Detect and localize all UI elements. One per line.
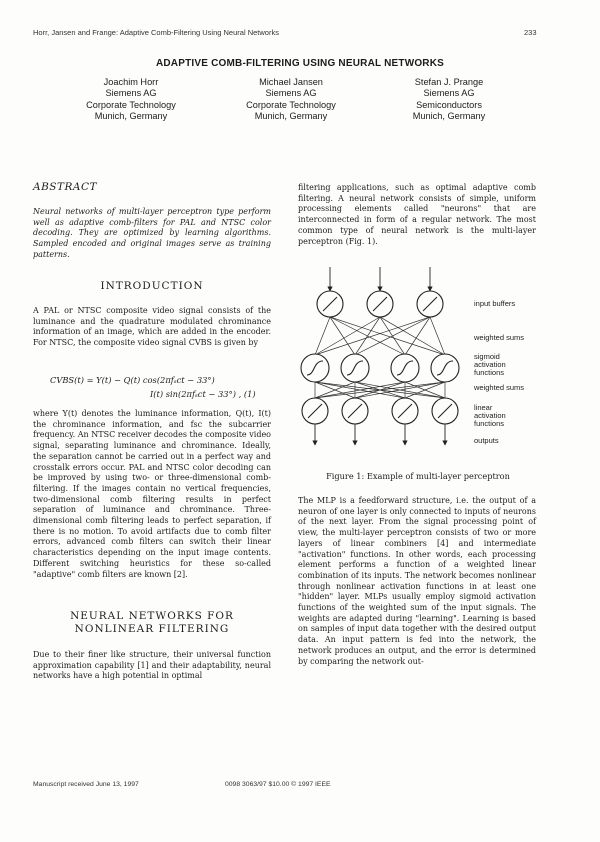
author-block [56,77,206,123]
author-city: Munich, Germany [254,111,328,122]
figure-label: functions [474,419,505,428]
abstract-text: Neural networks of multi-layer perceptron type perform well as adaptive comb-filters for PAL and NTSC color decoding. They are optimized by learning algorithms. Sampled encoded and original images serve as training patterns. [33,207,271,259]
manuscript-received: Manuscript received June 13, 1997 [33,781,139,788]
running-header: Horr, Jansen and Frange: Adaptive Comb-Filtering Using Neural Networks [33,28,279,37]
author-name: Stefan J. Prange [414,77,484,87]
figure-label: functions [474,368,505,377]
author-dept: Corporate Technology [246,99,336,110]
page-number: 233 [524,28,537,37]
connection-lines [315,317,445,398]
equation-line: CVBS(t) = Y(t) − Q(t) cos(2πfₛct − 33°) [50,375,215,385]
input-buffer-neurons [317,291,443,317]
figure-label: activation [474,411,506,420]
figure-label: linear [474,403,493,412]
right-column-paragraph: filtering applications, such as optimal adaptive comb filtering. A neural network consists of simple, uniform processing elements called "neurons" that are interconnected in form of a regular network. The most common type of neural network is the multi-layer perceptron (Fig. 1). [298,183,536,246]
mlp-figure [288,263,550,458]
author-city: Munich, Germany [412,111,486,122]
linear-neurons [302,398,458,424]
paper-title: ADAPTIVE COMB-FILTERING USING NEURAL NETWORKS [155,58,445,69]
figure-label: weighted sums [474,333,525,342]
equation-line: I(t) sin(2πfₛct − 33°) , (1) [150,389,256,399]
output-arrows [315,424,445,443]
figure-caption: Figure 1: Example of multi-layer perceptron [326,471,510,481]
copyright-line: 0098 3063/97 $10.00 © 1997 IEEE [225,781,331,788]
author-name: Michael Jansen [259,77,323,87]
author-org: Siemens AG [105,88,157,99]
figure-label: outputs [474,436,499,445]
neural-paragraph: Due to their finer like structure, their universal function approximation capability [1] and their adaptability, neural networks have a high potential in optimal [33,650,271,681]
author-org: Siemens AG [423,88,475,99]
input-arrows [330,267,430,289]
author-dept: Corporate Technology [86,99,176,110]
section-heading-line: NONLINEAR FILTERING [74,623,230,635]
figure-label: sigmoid [474,352,500,361]
right-column-paragraph: The MLP is a feedforward structure, i.e. the output of a neuron of one layer is only connected to inputs of neurons of the next layer. From the signal processing point of view, the multi-layer perceptron consists of two or more layers of linear combiners [4] and intermediate "activation" functions. In other words, each processing element performs a function of a weighted linear combination of its inputs. The network becomes nonlinear through nonlinear activation functions in at least one "hidden" layer. MLPs usually employ sigmoid activation functions of the weighted sum of the input signals. The weights are adapted during "learning". Learning is based on samples of input data together with the desired output data. An input pattern is fed into the network, the network produces an output, and the error is determined by comparing the network out- [298,496,536,666]
author-city: Munich, Germany [94,111,168,122]
figure-label: weighted sums [474,383,525,392]
author-dept: Semiconductors [416,99,482,110]
introduction-paragraph: where Y(t) denotes the luminance information, Q(t), I(t) the chrominance information, and fsc the subcarrier frequency. An NTSC receiver decodes the composite video signal, separating luminance and chrominance. Ideally, the separation cannot be carried out in a perfect way and crosstalk errors occur. PAL and NTSC color decoding can be improved by using two- or three-dimensional comb-filtering. If the images contain no vertical frequencies, two-dimensional comb filtering results in perfect separation of luminance and chrominance. Three-dimensional comb filtering leads to perfect separation, if there is no motion. To avoid artifacts due to comb filter errors, advanced comb filters can switch their linear characteristics depending on the input image contents. Different switching heuristics for these so-called "adaptive" comb filters are known [2]. [33,409,271,579]
abstract-heading: ABSTRACT [33,181,98,193]
author-block [374,77,524,123]
section-heading-line: NEURAL NETWORKS FOR [70,610,234,622]
sigmoid-neurons [301,354,459,382]
introduction-paragraph: A PAL or NTSC composite video signal consists of the luminance and the quadrature modulated chrominance information of an image, which are added in the encoder. For NTSC, the composite video signal CVBS is given by [33,306,271,348]
figure-label: activation [474,360,506,369]
introduction-heading: INTRODUCTION [100,280,204,292]
figure-label: input buffers [474,299,516,308]
author-name: Joachim Horr [103,77,159,87]
author-org: Siemens AG [265,88,317,99]
author-block [216,77,366,123]
